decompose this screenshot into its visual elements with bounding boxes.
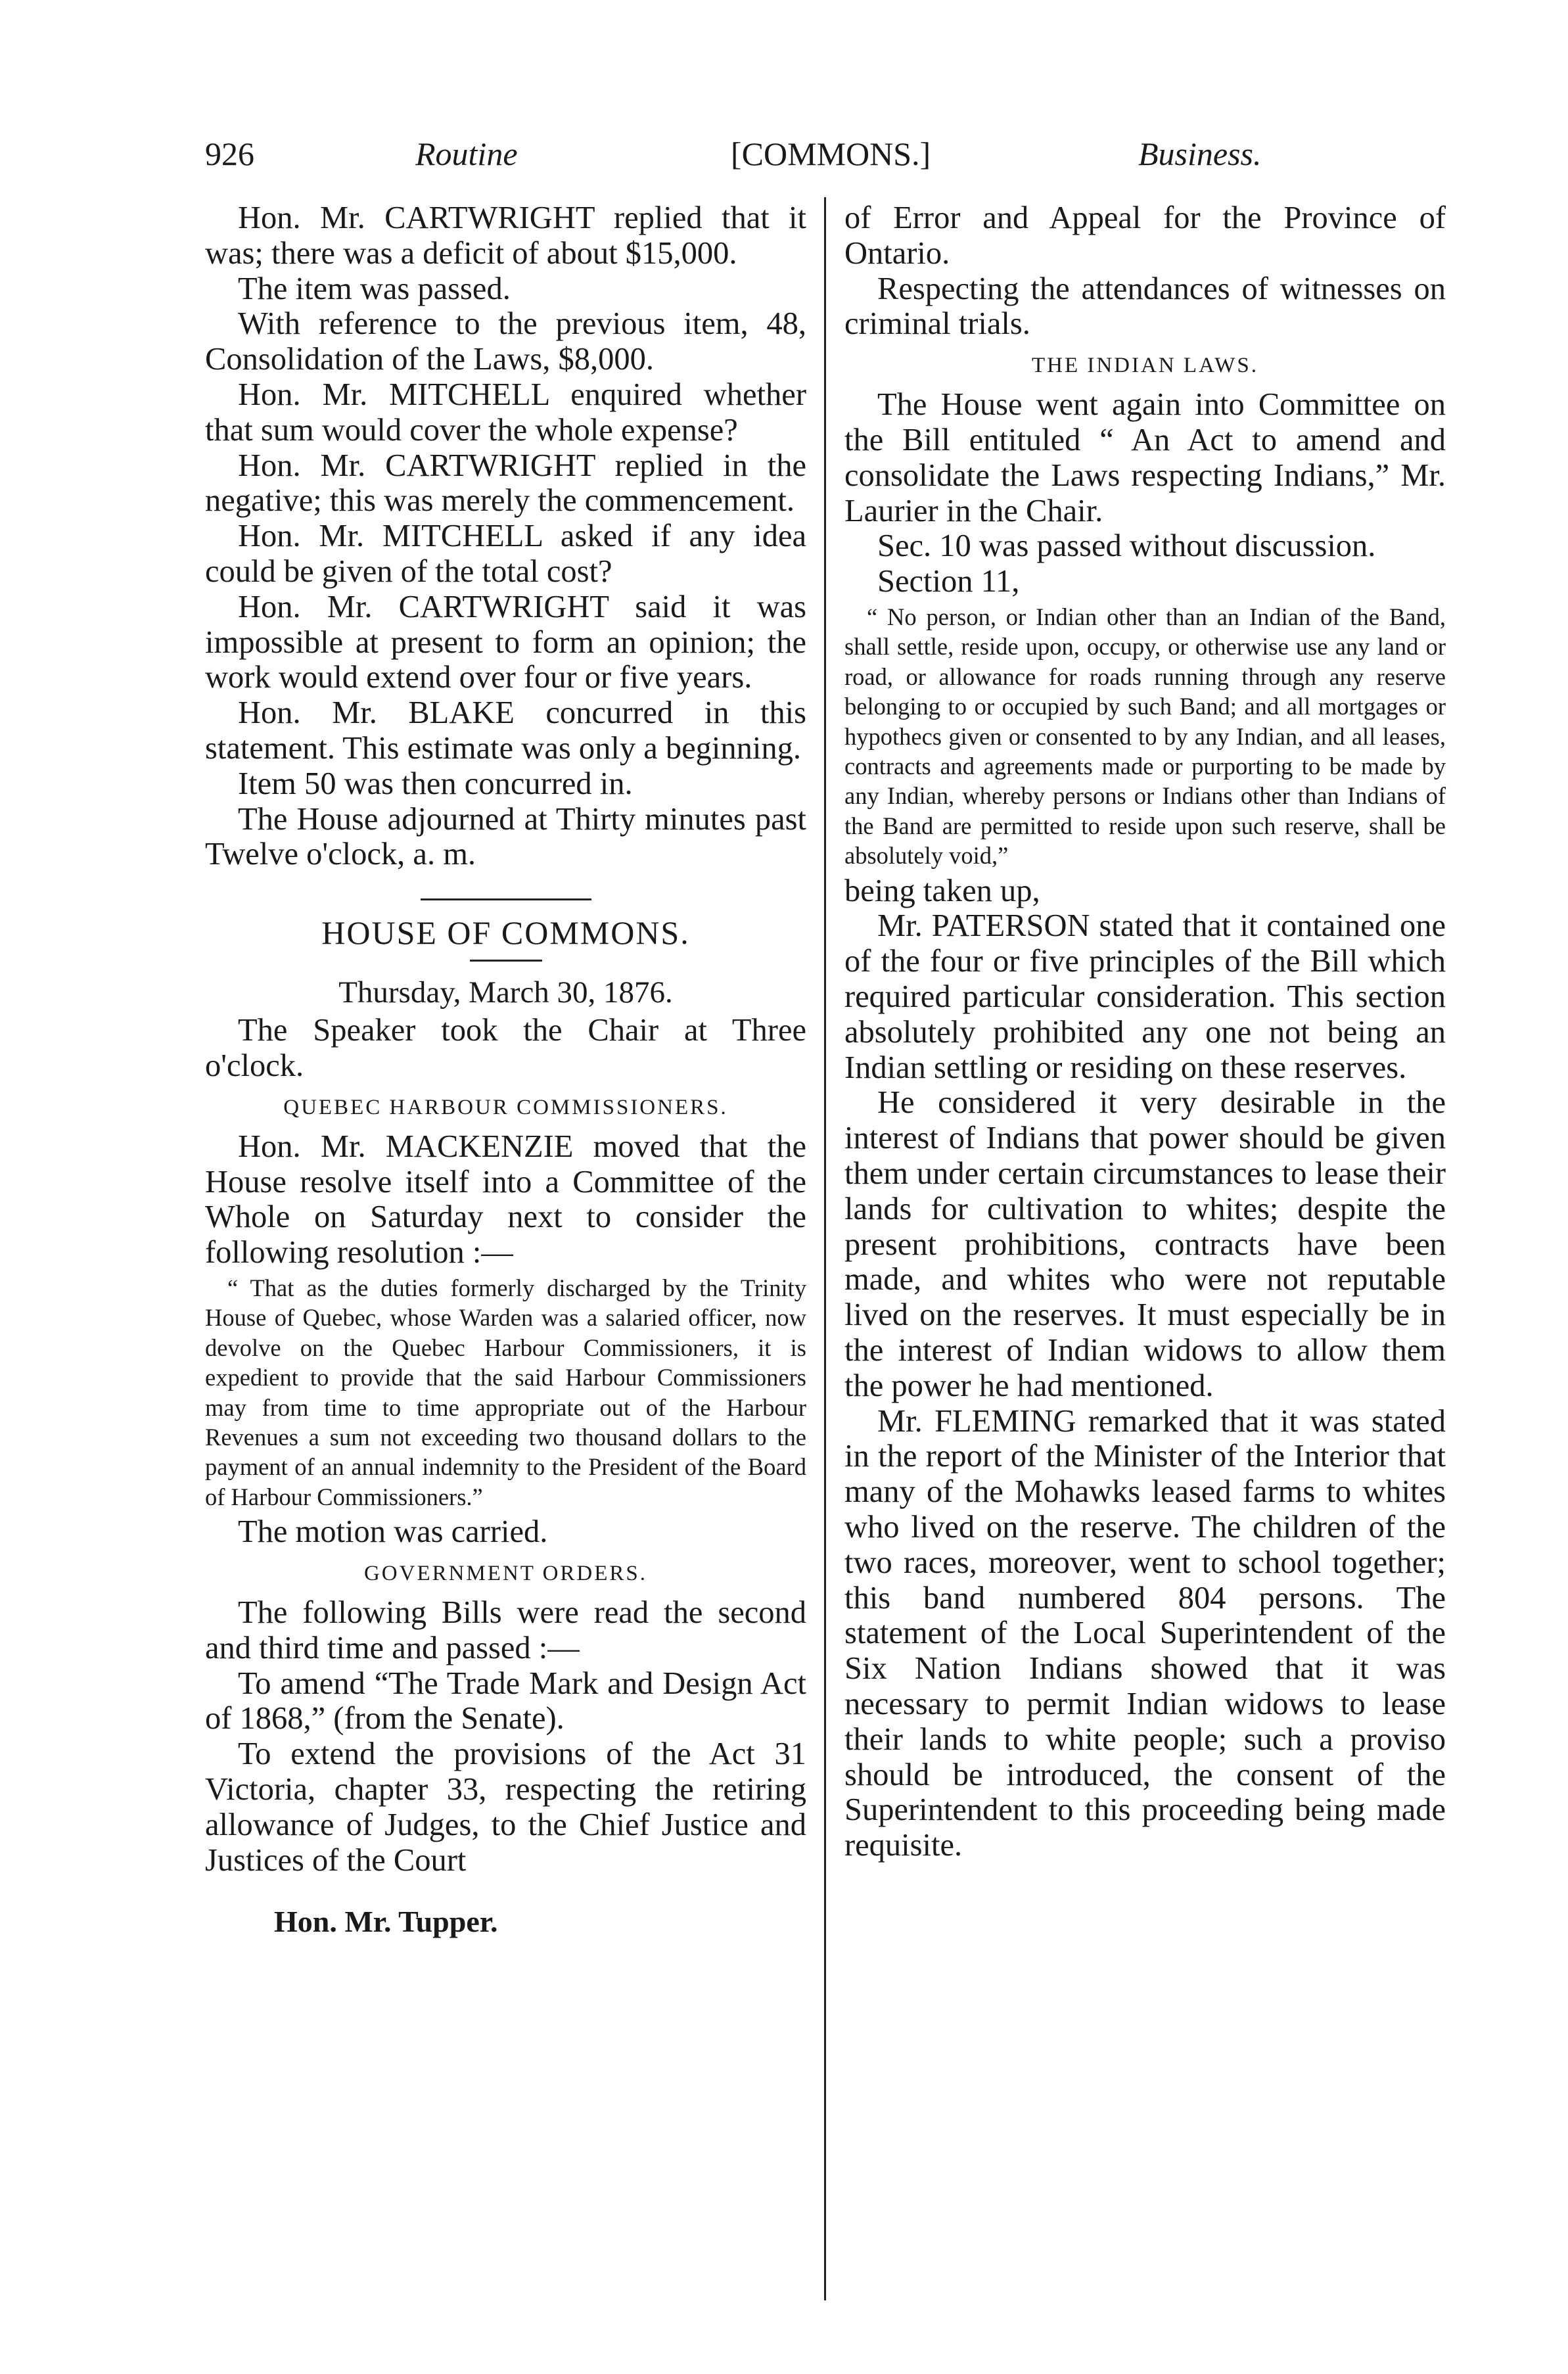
paragraph: Section 11, — [877, 564, 1020, 599]
paragraph: Hon. Mr. MITCHELL asked if any idea could be given of the total cost? — [205, 519, 806, 589]
paragraph: Hon. Mr. BLAKE concurred in this statement. This estimate was only a beginning. — [205, 695, 806, 766]
paragraph: He considered it very desirable in the interest of Indians that power should be given them under certain circumstances to lease their lands for cultivation to whites; despite the present prohibitions, contracts have been made, and whites who were not reputable lived on the reserves. It must especially be in the interest of Indian widows to allow them the power he had mentioned. — [844, 1085, 1446, 1403]
paragraph: To amend “The Trade Mark and Design Act of 1868,” (from the Senate). — [205, 1665, 806, 1736]
paragraph: The House adjourned at Thirty minutes past Twelve o'clock, a. m. — [205, 801, 806, 872]
left-column — [205, 200, 806, 1939]
quoted-resolution: “ That as the duties formerly discharged by the Trinity House of Quebec, whose Warden was a salaried officer, now devolve on the Quebec Harbour Commissioners, it is expedient to provide that the said Harbour Commissioners may from time to time appropriate out of the Harbour Revenues a sum not exceeding two thousand dollars to the payment of an annual indemnity to the President of the Board of Harbour Commissioners.” — [205, 1274, 806, 1510]
paragraph: The motion was carried. — [238, 1514, 548, 1550]
quoted-section: “ No person, or Indian other than an Indian of the Band, shall settle, reside upon, occupy, or otherwise use any land or road, or allowance for roads running through any reserve belonging to or occupied by such Band; and all mortgages or hypothecs given or consented to by any Indian, and all leases, contracts and agreements made or purporting to be made by any Indian, whereby persons or Indians other than Indians of the Band are permitted to reside upon such reserve, shall be absolutely void,” — [844, 603, 1446, 870]
header-right-title: Business. — [1138, 135, 1262, 172]
paragraph: With reference to the previous item, 48, Consolidation of the Laws, $8,000. — [205, 306, 806, 377]
paragraph: Respecting the attendances of witnesses on criminal trials. — [844, 271, 1446, 342]
house-title: HOUSE OF COMMONS. — [321, 914, 690, 952]
column-divider — [824, 197, 826, 2300]
paragraph: Hon. Mr. MITCHELL enquired whether that sum would cover the whole expense? — [205, 377, 806, 448]
paragraph: Sec. 10 was passed without discussion. — [877, 528, 1376, 564]
paragraph: The Speaker took the Chair at Three o'clock. — [205, 1013, 806, 1083]
section-heading-government: GOVERNMENT ORDERS. — [363, 1561, 648, 1585]
paragraph: Mr. FLEMING remarked that it was stated in the report of the Minister of the Interior that many of the Mohawks leased farms to whites who lived on the reserve. The children of the two races, moreover, went to school together; this band numbered 804 persons. The statement of the Local Superintendent of the Six Nation Indians showed that it was necessary to permit Indian widows to lease their lands to white people; such a proviso should be introduced, the consent of the Superintendent to this proceeding being made requisite. — [844, 1403, 1446, 1863]
paragraph: of Error and Appeal for the Province of Ontario. — [844, 200, 1446, 271]
paragraph: Hon. Mr. CARTWRIGHT replied in the negative; this was merely the commencement. — [205, 448, 806, 519]
running-header — [205, 135, 1283, 187]
paragraph: Hon. Mr. CARTWRIGHT said it was impossible at present to form an opinion; the work would extend over four or five years. — [205, 589, 806, 695]
paragraph: The following Bills were read the second and third time and passed :— — [205, 1594, 806, 1665]
paragraph: Hon. Mr. CARTWRIGHT replied that it was; there was a deficit of about $15,000. — [205, 200, 806, 271]
paragraph: To extend the provisions of the Act 31 Victoria, chapter 33, respecting the retiring allowance of Judges, to the Chief Justice and Justices of the Court — [205, 1736, 806, 1878]
paragraph: The House went again into Committee on the Bill entituled “ An Act to amend and consolidate the Laws respecting Indians,” Mr. Laurier in the Chair. — [844, 387, 1446, 528]
section-rule — [421, 898, 591, 900]
right-column — [844, 200, 1446, 1863]
header-center-title: [COMMONS.] — [731, 135, 931, 172]
header-left-title: Routine — [415, 135, 518, 172]
page-number: 926 — [205, 135, 254, 172]
section-heading-indian: THE INDIAN LAWS. — [1031, 354, 1259, 378]
page-signature: Hon. Mr. Tupper. — [274, 1905, 498, 1939]
section-heading-quebec: QUEBEC HARBOUR COMMISSIONERS. — [283, 1095, 728, 1119]
short-rule — [470, 960, 542, 962]
paragraph: Item 50 was then concurred in. — [238, 766, 633, 801]
paragraph: Mr. PATERSON stated that it contained one of the four or five principles of the Bill which required particular consideration. This section absolutely prohibited any one not being an Indian settling or residing on these reserves. — [844, 908, 1446, 1085]
paragraph: The item was passed. — [238, 271, 511, 306]
paragraph: being taken up, — [844, 873, 1040, 908]
paragraph: Hon. Mr. MACKENZIE moved that the House resolve itself into a Committee of the Whole on Saturday next to consider the following resolution :— — [205, 1129, 806, 1270]
sitting-date: Thursday, March 30, 1876. — [338, 975, 673, 1010]
